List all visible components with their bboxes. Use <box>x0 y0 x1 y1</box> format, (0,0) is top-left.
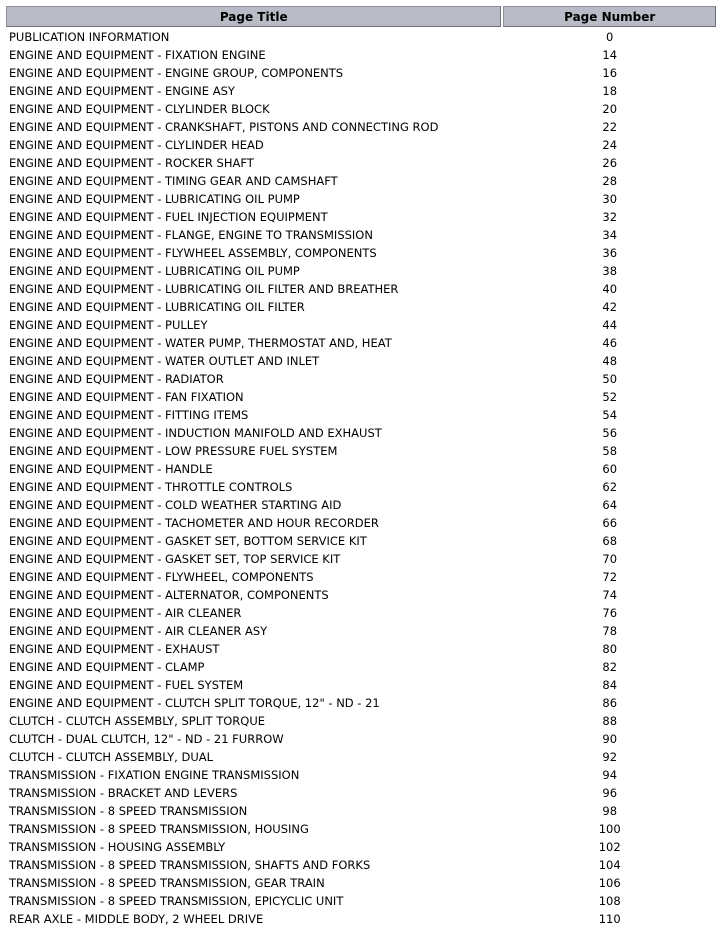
page-title-cell: CLUTCH - CLUTCH ASSEMBLY, SPLIT TORQUE <box>9 714 266 728</box>
page-number-cell: 14 <box>602 48 618 62</box>
page-title-cell: TRANSMISSION - BRACKET AND LEVERS <box>9 786 238 800</box>
page-title-cell: ENGINE AND EQUIPMENT - LUBRICATING OIL FILTER AND BREATHER <box>9 282 399 296</box>
page-title-cell: ENGINE AND EQUIPMENT - FLYWHEEL, COMPONENTS <box>9 570 314 584</box>
table-row[interactable] <box>6 766 716 784</box>
page-title-cell: ENGINE AND EQUIPMENT - LUBRICATING OIL FILTER <box>9 300 305 314</box>
table-row[interactable] <box>6 568 716 586</box>
page-title-cell: TRANSMISSION - 8 SPEED TRANSMISSION, HOUSING <box>9 822 309 836</box>
table-row[interactable] <box>6 604 716 622</box>
table-row[interactable] <box>6 82 716 100</box>
table-row[interactable] <box>6 298 716 316</box>
page-number-cell: 96 <box>602 786 618 800</box>
page-number-cell: 110 <box>598 912 621 926</box>
page-number-cell: 26 <box>602 156 618 170</box>
page-number-cell: 102 <box>598 840 621 854</box>
table-row[interactable] <box>6 730 716 748</box>
page-number-cell: 38 <box>602 264 618 278</box>
page-number-column-header[interactable]: Page Number <box>503 6 716 27</box>
page-number-cell: 106 <box>598 876 621 890</box>
page-number-cell: 66 <box>602 516 618 530</box>
page-title-cell: ENGINE AND EQUIPMENT - AIR CLEANER <box>9 606 242 620</box>
table-row[interactable] <box>6 154 716 172</box>
page-number-cell: 72 <box>602 570 618 584</box>
table-row[interactable] <box>6 280 716 298</box>
page-title-cell: ENGINE AND EQUIPMENT - HANDLE <box>9 462 213 476</box>
page-title-cell: ENGINE AND EQUIPMENT - WATER OUTLET AND INLET <box>9 354 320 368</box>
page-title-cell: ENGINE AND EQUIPMENT - CLYLINDER BLOCK <box>9 102 270 116</box>
page-number-cell: 56 <box>602 426 618 440</box>
page-title-cell: ENGINE AND EQUIPMENT - FUEL SYSTEM <box>9 678 244 692</box>
page-title-cell: ENGINE AND EQUIPMENT - TIMING GEAR AND CAMSHAFT <box>9 174 338 188</box>
page-number-cell: 44 <box>602 318 618 332</box>
table-row[interactable] <box>6 334 716 352</box>
page-number-cell: 52 <box>602 390 618 404</box>
page-number-cell: 108 <box>598 894 621 908</box>
page-number-cell: 48 <box>602 354 618 368</box>
page-number-cell: 28 <box>602 174 618 188</box>
table-row[interactable] <box>6 658 716 676</box>
table-row[interactable] <box>6 892 716 910</box>
page-number-cell: 88 <box>602 714 618 728</box>
table-row[interactable] <box>6 100 716 118</box>
page-title-cell: ENGINE AND EQUIPMENT - ALTERNATOR, COMPONENTS <box>9 588 329 602</box>
page-number-cell: 36 <box>602 246 618 260</box>
table-row[interactable] <box>6 874 716 892</box>
page-title-cell: ENGINE AND EQUIPMENT - GASKET SET, TOP SERVICE KIT <box>9 552 341 566</box>
page-number-cell: 94 <box>602 768 618 782</box>
table-row[interactable] <box>6 424 716 442</box>
page-title-cell: ENGINE AND EQUIPMENT - ENGINE GROUP, COMPONENTS <box>9 66 344 80</box>
page-title-cell: ENGINE AND EQUIPMENT - FAN FIXATION <box>9 390 244 404</box>
table-row[interactable] <box>6 46 716 64</box>
page-number-cell: 92 <box>602 750 618 764</box>
table-row[interactable] <box>6 172 716 190</box>
table-row[interactable] <box>6 802 716 820</box>
page-title-cell: ENGINE AND EQUIPMENT - LUBRICATING OIL PUMP <box>9 264 300 278</box>
table-row[interactable] <box>6 406 716 424</box>
page-title-cell: ENGINE AND EQUIPMENT - LOW PRESSURE FUEL SYSTEM <box>9 444 338 458</box>
page-title-cell: TRANSMISSION - 8 SPEED TRANSMISSION, SHAFTS AND FORKS <box>9 858 371 872</box>
table-row[interactable] <box>6 64 716 82</box>
table-row[interactable] <box>6 640 716 658</box>
table-row[interactable] <box>6 478 716 496</box>
page-title-cell: TRANSMISSION - FIXATION ENGINE TRANSMISSION <box>9 768 300 782</box>
page-number-cell: 78 <box>602 624 618 638</box>
page-title-cell: ENGINE AND EQUIPMENT - FIXATION ENGINE <box>9 48 266 62</box>
page-number-cell: 18 <box>602 84 618 98</box>
page-title-cell: ENGINE AND EQUIPMENT - FLANGE, ENGINE TO TRANSMISSION <box>9 228 373 242</box>
table-body <box>6 27 716 928</box>
page-number-cell: 54 <box>602 408 618 422</box>
page-title-cell: ENGINE AND EQUIPMENT - RADIATOR <box>9 372 224 386</box>
table-row[interactable] <box>6 226 716 244</box>
page-number-cell: 84 <box>602 678 618 692</box>
page-title-cell: REAR AXLE - MIDDLE BODY, 2 WHEEL DRIVE <box>9 912 264 926</box>
page-number-cell: 74 <box>602 588 618 602</box>
page-number-cell: 22 <box>602 120 618 134</box>
table-row[interactable] <box>6 118 716 136</box>
page-number-cell: 68 <box>602 534 618 548</box>
table-row[interactable] <box>6 676 716 694</box>
page-title-cell: ENGINE AND EQUIPMENT - FITTING ITEMS <box>9 408 249 422</box>
page-title-cell: ENGINE AND EQUIPMENT - LUBRICATING OIL PUMP <box>9 192 300 206</box>
table-row[interactable] <box>6 712 716 730</box>
page-title-cell: ENGINE AND EQUIPMENT - INDUCTION MANIFOLD AND EXHAUST <box>9 426 382 440</box>
page-number-cell: 58 <box>602 444 618 458</box>
page-title-cell: ENGINE AND EQUIPMENT - EXHAUST <box>9 642 220 656</box>
page-title-cell: TRANSMISSION - 8 SPEED TRANSMISSION, EPICYCLIC UNIT <box>9 894 344 908</box>
page-title-cell: ENGINE AND EQUIPMENT - CRANKSHAFT, PISTONS AND CONNECTING ROD <box>9 120 439 134</box>
table-row[interactable] <box>6 370 716 388</box>
table-row[interactable] <box>6 27 716 46</box>
page-title-cell: ENGINE AND EQUIPMENT - FUEL INJECTION EQUIPMENT <box>9 210 328 224</box>
page-number-cell: 0 <box>606 30 614 44</box>
page-number-cell: 76 <box>602 606 618 620</box>
table-row[interactable] <box>6 748 716 766</box>
table-row[interactable] <box>6 190 716 208</box>
page-title-cell: ENGINE AND EQUIPMENT - ENGINE ASY <box>9 84 235 98</box>
page-number-cell: 90 <box>602 732 618 746</box>
page-number-cell: 62 <box>602 480 618 494</box>
page-number-cell: 64 <box>602 498 618 512</box>
table-row[interactable] <box>6 694 716 712</box>
page-title-cell: PUBLICATION INFORMATION <box>9 30 170 44</box>
table-row[interactable] <box>6 622 716 640</box>
page-number-cell: 24 <box>602 138 618 152</box>
page-number-cell: 98 <box>602 804 618 818</box>
page-index-table <box>4 6 718 928</box>
page-title-cell: ENGINE AND EQUIPMENT - ROCKER SHAFT <box>9 156 254 170</box>
page-title-cell: TRANSMISSION - 8 SPEED TRANSMISSION, GEAR TRAIN <box>9 876 325 890</box>
page-title-cell: ENGINE AND EQUIPMENT - CLAMP <box>9 660 205 674</box>
page-number-cell: 82 <box>602 660 618 674</box>
page-number-cell: 32 <box>602 210 618 224</box>
page-number-cell: 46 <box>602 336 618 350</box>
table-row[interactable] <box>6 136 716 154</box>
page-number-cell: 40 <box>602 282 618 296</box>
table-row[interactable] <box>6 514 716 532</box>
table-row[interactable] <box>6 784 716 802</box>
page-number-cell: 104 <box>598 858 621 872</box>
table-row[interactable] <box>6 244 716 262</box>
table-row[interactable] <box>6 532 716 550</box>
page-number-cell: 20 <box>602 102 618 116</box>
page-number-cell: 70 <box>602 552 618 566</box>
page-number-cell: 42 <box>602 300 618 314</box>
page-number-cell: 34 <box>602 228 618 242</box>
page-title-cell: ENGINE AND EQUIPMENT - TACHOMETER AND HOUR RECORDER <box>9 516 379 530</box>
table-row[interactable] <box>6 460 716 478</box>
table-header-row <box>6 6 716 27</box>
page-title-cell: ENGINE AND EQUIPMENT - GASKET SET, BOTTOM SERVICE KIT <box>9 534 367 548</box>
page-number-cell: 30 <box>602 192 618 206</box>
page-title-cell: ENGINE AND EQUIPMENT - FLYWHEEL ASSEMBLY, COMPONENTS <box>9 246 377 260</box>
page-title-cell: CLUTCH - CLUTCH ASSEMBLY, DUAL <box>9 750 214 764</box>
page-title-cell: ENGINE AND EQUIPMENT - PULLEY <box>9 318 208 332</box>
table-row[interactable] <box>6 856 716 874</box>
table-row[interactable] <box>6 550 716 568</box>
table-row[interactable] <box>6 208 716 226</box>
page-title-cell: ENGINE AND EQUIPMENT - WATER PUMP, THERMOSTAT AND, HEAT <box>9 336 392 350</box>
table-row[interactable] <box>6 316 716 334</box>
table-row[interactable] <box>6 910 716 928</box>
page-number-cell: 100 <box>598 822 621 836</box>
page-number-cell: 80 <box>602 642 618 656</box>
page-title-cell: ENGINE AND EQUIPMENT - CLYLINDER HEAD <box>9 138 264 152</box>
table-row[interactable] <box>6 820 716 838</box>
page-title-cell: ENGINE AND EQUIPMENT - AIR CLEANER ASY <box>9 624 268 638</box>
page-title-cell: ENGINE AND EQUIPMENT - THROTTLE CONTROLS <box>9 480 293 494</box>
page-title-cell: CLUTCH - DUAL CLUTCH, 12" - ND - 21 FURROW <box>9 732 284 746</box>
table-row[interactable] <box>6 838 716 856</box>
page-title-cell: ENGINE AND EQUIPMENT - CLUTCH SPLIT TORQUE, 12" - ND - 21 <box>9 696 380 710</box>
page-title-cell: ENGINE AND EQUIPMENT - COLD WEATHER STARTING AID <box>9 498 342 512</box>
table-row[interactable] <box>6 352 716 370</box>
page-title-column-header[interactable]: Page Title <box>6 6 501 27</box>
page-title-cell: TRANSMISSION - HOUSING ASSEMBLY <box>9 840 226 854</box>
table-row[interactable] <box>6 442 716 460</box>
page-title-cell: TRANSMISSION - 8 SPEED TRANSMISSION <box>9 804 248 818</box>
table-row[interactable] <box>6 262 716 280</box>
table-row[interactable] <box>6 496 716 514</box>
page-number-cell: 60 <box>602 462 618 476</box>
table-row[interactable] <box>6 586 716 604</box>
page-number-cell: 50 <box>602 372 618 386</box>
page-number-cell: 16 <box>602 66 618 80</box>
page-number-cell: 86 <box>602 696 618 710</box>
table-row[interactable] <box>6 388 716 406</box>
